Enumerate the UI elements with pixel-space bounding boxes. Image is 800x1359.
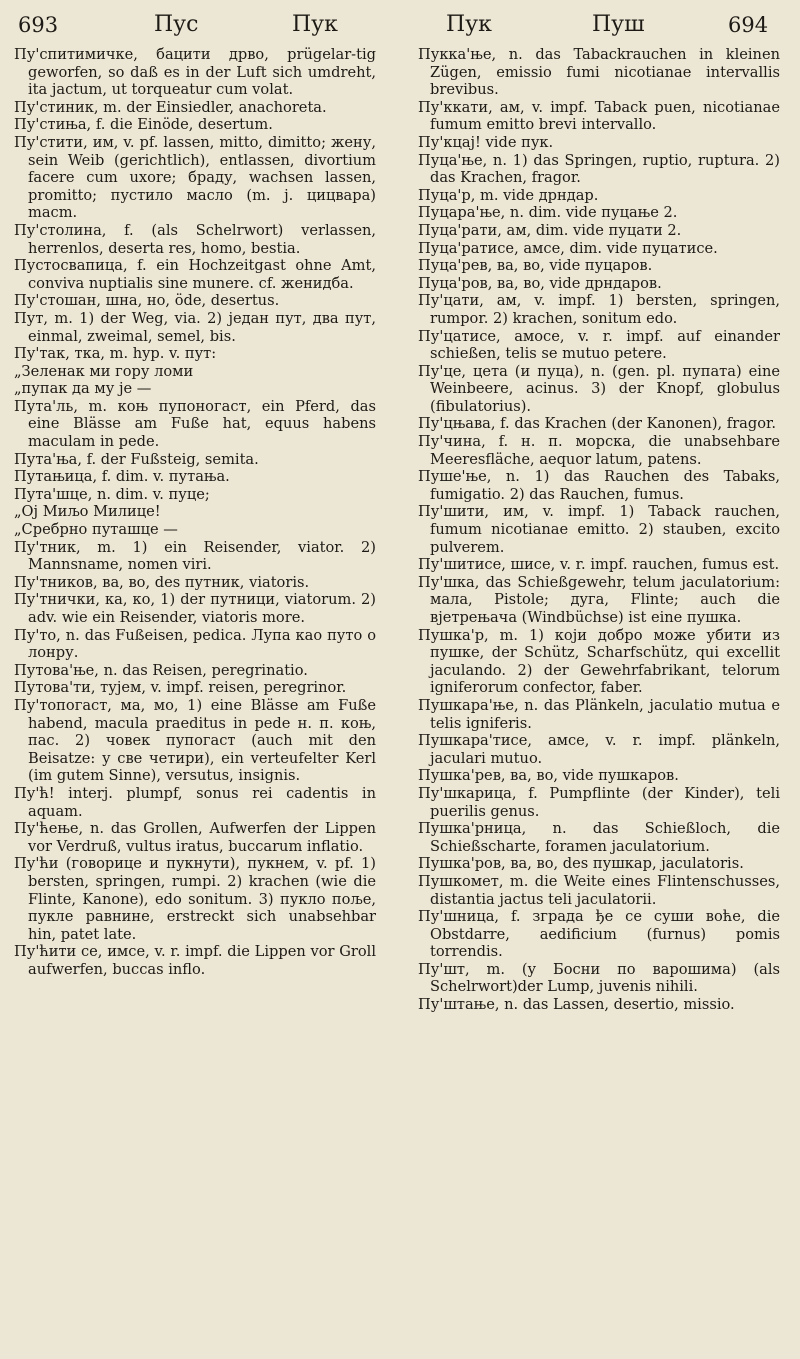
dictionary-entry: Пу'стошан, шна, но, öde, desertus. [14, 292, 280, 310]
dictionary-entry: Пу'ккати, ам, v. impf. Taback puen, nicotianae fumum emitto brevi intervallo. [418, 98, 780, 134]
dictionary-entry: Пу'кцај! vide пук. [418, 133, 554, 151]
dictionary-entry: Пу'шница, f. зграда ђе се суши воће, die Obstdarre, aedificium (furnus) pomis torrendis. [418, 908, 780, 961]
dictionary-entry: Пу'шити, им, v. impf. 1) Taback rauchen, fumum nicotianae emitto. 2) stauben, excito pulverem. [418, 503, 780, 556]
dictionary-entry: Путова'ти, тујем, v. impf. reisen, peregrinor. [14, 679, 347, 697]
dictionary-entry: Пу'шкарица, f. Pumpflinte (der Kinder), teli puerilis genus. [418, 784, 780, 820]
dictionary-entry: Пу'шка, das Schießgewehr, telum jaculatorium: мала, Pistole; дуга, Flinte; auch die вјетрењача (Windbüchse) ist eine пушка. [418, 573, 780, 626]
dictionary-entry: Пустосвапица, f. ein Hochzeitgast ohne Amt, conviva nuptialis sine munere. cf. женидба. [14, 257, 376, 292]
dictionary-entry: Пуца'р, m. vide дрндар. [418, 186, 599, 204]
dictionary-entry: Путањица, f. dim. v. путања. [14, 468, 230, 486]
dictionary-entry: Пу'ћити се, имсе, v. r. impf. die Lippen vor Groll aufwerfen, buccas inflo. [14, 943, 376, 978]
left-column [14, 46, 376, 978]
dictionary-entry: Пу'топогаст, ма, мо, 1) eine Blässe am Fuße habend, macula praeditus in pede н. п. коњ, пас. 2) човек пупогаст (auch mit den Beisatze: у све четири), ein verteufelter Kerl (im gutem Sinne), versutus, insignis. [14, 696, 376, 785]
running-head-right-last: Пуш [592, 12, 645, 37]
right-column [418, 46, 780, 1014]
dictionary-entry: Пу'це, цета (и пуца), n. (gen. pl. пупата) eine Weinbeere, acinus. 3) der Knopf, globulus (fibulatorius). [418, 362, 780, 415]
dictionary-entry: Пушкомет, m. die Weite eines Flintenschusses, distantia jactus teli jaculatorii. [418, 872, 780, 908]
dictionary-entry: „пупак да му је — [14, 380, 152, 398]
dictionary-entry: Пу'цатисе, амосе, v. r. impf. auf einander schießen, telis se mutuo petere. [418, 327, 780, 363]
dictionary-entry: Пу'ћи (говорице и пукнути), пукнем, v. pf. 1) bersten, springen, rumpi. 2) krachen (wie die Flinte, Kanone), edo sonitum. 3) пукло поље, пукле равнине, erstreckt sich unabsehbar hin, patet late. [14, 855, 376, 943]
dictionary-entry: Пушка'рев, ва, во, vide пушкаров. [418, 767, 679, 785]
page-header [0, 0, 800, 44]
dictionary-entry: Пу'столина, f. (als Schelrwort) verlassen, herrenlos, deserta res, homo, bestia. [14, 221, 376, 257]
running-head-right-first: Пук [446, 12, 492, 37]
running-head-left-first: Пус [154, 12, 199, 37]
dictionary-entry: Пу'тник, m. 1) ein Reisender, viator. 2) Mannsname, nomen viri. [14, 538, 376, 574]
dictionary-entry: Пу'стиња, f. die Einöde, desertum. [14, 116, 273, 134]
dictionary-entry: Пушка'р, m. 1) који добро може убити из пушке, der Schütz, Scharfschütz, qui excellit jaculando. 2) der Gewehrfabrikant, telorum igniferorum confector, faber. [418, 626, 780, 697]
dictionary-entry: Пу'шт, m. (у Босни по варошима) (als Schelrwort)der Lump, juvenis nihili. [418, 960, 780, 996]
page-number-left: 693 [18, 13, 59, 37]
dictionary-entry: Пуца'ње, n. 1) das Springen, ruptio, ruptura. 2) das Krachen, fragor. [418, 151, 780, 187]
dictionary-entry: Пу'стиник, m. der Einsiedler, anachoreta. [14, 98, 327, 116]
dictionary-entry: Пуше'ње, n. 1) das Rauchen des Tabaks, fumigatio. 2) das Rauchen, fumus. [418, 468, 780, 503]
dictionary-entry: Пу'ћење, n. das Grollen, Aufwerfen der Lippen vor Verdruß, vultus iratus, buccarum inflatio. [14, 820, 376, 855]
dictionary-entry: Пу'штање, n. das Lassen, desertio, missio. [418, 996, 735, 1014]
dictionary-entry: Пушка'ров, ва, во, des пушкар, jaculatoris. [418, 855, 744, 873]
dictionary-entry: Пу'ћ! interj. plumpf, sonus rei cadentis in aquam. [14, 784, 376, 820]
dictionary-entry: Пу'тников, ва, во, des путник, viatoris. [14, 573, 310, 591]
dictionary-entry: Пу'так, тка, m. hyp. v. пут: [14, 345, 217, 363]
dictionary-entry: Пута'ња, f. der Fußsteig, semita. [14, 450, 259, 468]
dictionary-entry: Пута'шце, n. dim. v. пуце; [14, 485, 210, 503]
dictionary-entry: Пушкара'ње, n. das Plänkeln, jaculatio mutua e telis igniferis. [418, 696, 780, 732]
dictionary-entry: Пуцара'ње, n. dim. vide пуцање 2. [418, 204, 678, 222]
dictionary-entry: Пуца'рев, ва, во, vide пуцаров. [418, 257, 653, 275]
dictionary-entry: Пута'ль, m. коњ пупоногаст, ein Pferd, das eine Blässe am Fuße hat, equus habens maculam in pede. [14, 397, 376, 451]
dictionary-entry: „Ој Миљо Милице! [14, 503, 161, 521]
dictionary-entry: Путова'ње, n. das Reisen, peregrinatio. [14, 661, 308, 679]
dictionary-entry: Пу'стити, им, v. pf. lassen, mitto, dimitto; жену, sein Weib (gerichtlich), entlassen, divortium facere cum uxore; браду, wachsen lassen, promitto; пустило масло (m. j. цицвара) macm. [14, 133, 376, 222]
dictionary-entry: „Зеленак ми гору ломи [14, 362, 194, 380]
dictionary-entry: Пу'цњава, f. das Krachen (der Kanonen), fragor. [418, 415, 777, 433]
dictionary-entry: Пу'цати, ам, v. impf. 1) bersten, springen, rumpor. 2) krachen, sonitum edo. [418, 292, 780, 327]
dictionary-entry: „Сребрно путашце — [14, 521, 178, 539]
dictionary-entry: Пуца'рати, ам, dim. vide пуцати 2. [418, 221, 682, 239]
dictionary-entry: Пу'шитисе, шисе, v. r. impf. rauchen, fumus est. [418, 556, 780, 574]
dictionary-entry: Пу'то, n. das Fußeisen, pedica. Лупа као путо о лонру. [14, 626, 376, 662]
dictionary-entry: Пу'чина, f. н. п. морска, die unabsehbare Meeresfläche, aequor latum, patens. [418, 433, 780, 468]
dictionary-entry: Пуца'ров, ва, во, vide дрндаров. [418, 274, 662, 292]
dictionary-entry: Пут, m. 1) der Weg, via. 2) један пут, два пут, einmal, zweimal, semel, bis. [14, 309, 376, 345]
dictionary-entry: Пушка'рница, n. das Schießloch, die Schießscharte, foramen jaculatorium. [418, 820, 780, 855]
dictionary-entry: Пушкара'тисе, амсе, v. r. impf. plänkeln, jaculari mutuo. [418, 732, 780, 767]
dictionary-entry: Пукка'ње, n. das Tabackrauchen in kleinen Zügen, emissio fumi nicotianae intervallis brevibus. [418, 46, 780, 99]
page-number-right: 694 [728, 13, 769, 37]
dictionary-entry: Пу'тнички, ка, ко, 1) der путници, viatorum. 2) adv. wie ein Reisender, viatoris more. [14, 591, 376, 626]
dictionary-entry: Пу'спитимичке, бацити дрво, prügelar-tig geworfen, so daß es in der Luft sich umdreht, ita jactum, ut torqueatur cum volat. [14, 46, 376, 99]
dictionary-entry: Пуца'ратисе, амсе, dim. vide пуцатисе. [418, 239, 718, 257]
running-head-left-last: Пук [292, 12, 338, 37]
